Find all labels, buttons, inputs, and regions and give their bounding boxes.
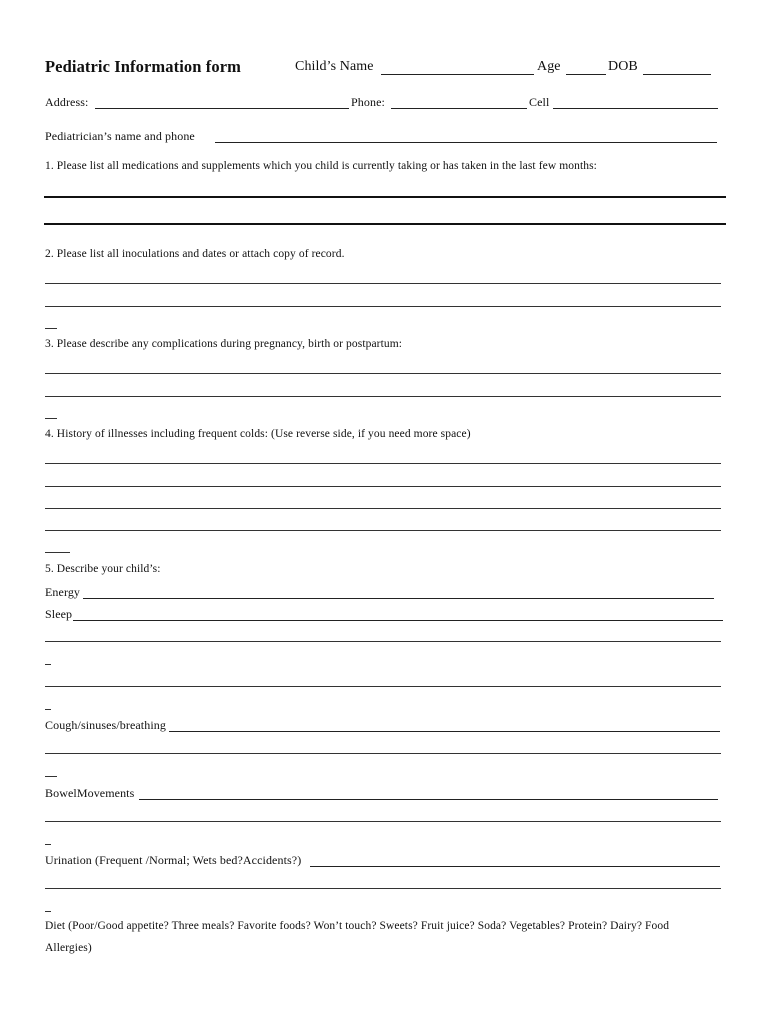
cell-field[interactable] [553, 108, 718, 109]
bowel-line-b[interactable] [45, 821, 721, 822]
pediatrician-field[interactable] [215, 142, 717, 143]
answer-line-3a[interactable] [45, 373, 721, 374]
address-field[interactable] [95, 108, 349, 109]
question-5: 5. Describe your child’s: [45, 563, 161, 575]
answer-line-2a[interactable] [45, 283, 721, 284]
answer-line-4e[interactable] [45, 552, 70, 553]
answer-line-3b[interactable] [45, 396, 721, 397]
cough-field[interactable] [169, 731, 720, 732]
cough-line-b[interactable] [45, 753, 721, 754]
sleep-line-c[interactable] [45, 664, 51, 665]
pediatrician-label: Pediatrician’s name and phone [45, 129, 195, 143]
phone-field[interactable] [391, 108, 527, 109]
urination-field[interactable] [310, 866, 720, 867]
answer-line-1b[interactable] [44, 223, 726, 225]
answer-line-1a[interactable] [44, 196, 726, 198]
sleep-label: Sleep [45, 607, 73, 621]
cell-label: Cell [529, 95, 550, 109]
sleep-line-b[interactable] [45, 641, 721, 642]
energy-label: Energy [45, 585, 81, 599]
question-2: 2. Please list all inoculations and dates or attach copy of record. [45, 248, 345, 260]
energy-field[interactable] [83, 598, 714, 599]
answer-line-2c[interactable] [45, 328, 57, 329]
phone-label: Phone: [351, 95, 385, 109]
urination-line-b[interactable] [45, 888, 721, 889]
answer-line-4d[interactable] [45, 530, 721, 531]
answer-line-2b[interactable] [45, 306, 721, 307]
urination-label: Urination (Frequent /Normal; Wets bed?Accidents?) [45, 853, 302, 867]
form-title: Pediatric Information form [45, 57, 241, 76]
sleep-line-d[interactable] [45, 686, 721, 687]
question-3: 3. Please describe any complications during pregnancy, birth or postpartum: [45, 338, 403, 350]
question-1: 1. Please list all medications and supplements which you child is currently taking or has taken in the last few months: [45, 160, 597, 172]
diet-label-cont: Allergies) [45, 942, 92, 954]
age-field[interactable] [566, 74, 606, 75]
cough-label: Cough/sinuses/breathing [45, 718, 166, 732]
urination-line-c[interactable] [45, 911, 51, 912]
sleep-field[interactable] [73, 620, 723, 621]
answer-line-4c[interactable] [45, 508, 721, 509]
age-label: Age [537, 59, 561, 74]
dob-field[interactable] [643, 74, 711, 75]
cough-line-c[interactable] [45, 776, 57, 777]
childs-name-label: Child’s Name [295, 59, 374, 74]
childs-name-field[interactable] [381, 74, 534, 75]
bowel-field[interactable] [139, 799, 718, 800]
answer-line-4b[interactable] [45, 486, 721, 487]
answer-line-3c[interactable] [45, 418, 57, 419]
dob-label: DOB [608, 59, 638, 74]
address-label: Address: [45, 95, 89, 109]
question-4: 4. History of illnesses including frequent colds: (Use reverse side, if you need more space) [45, 428, 471, 440]
answer-line-4a[interactable] [45, 463, 721, 464]
diet-label: Diet (Poor/Good appetite? Three meals? Favorite foods? Won’t touch? Sweets? Fruit juice? Soda? Vegetables? Protein? Dairy? Food [45, 920, 670, 932]
sleep-line-e[interactable] [45, 709, 51, 710]
bowel-label: BowelMovements [45, 786, 135, 800]
bowel-line-c[interactable] [45, 844, 51, 845]
